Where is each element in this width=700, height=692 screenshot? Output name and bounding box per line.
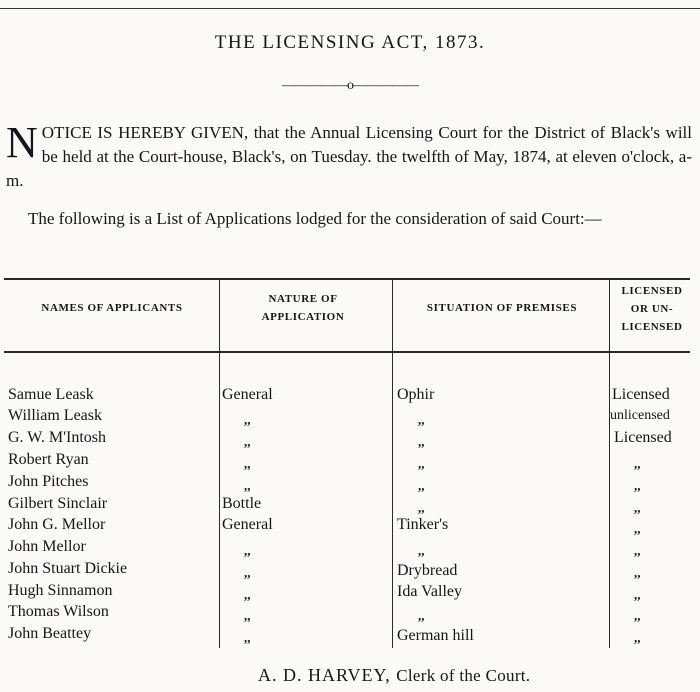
license-status: ,, (634, 587, 641, 602)
license-status: Licensed (614, 429, 672, 446)
application-nature: ,, (244, 412, 251, 427)
premises-situation: German hill (397, 627, 474, 644)
applicant-name: John Mellor (8, 538, 86, 555)
intro-paragraph: The following is a List of Applications lodged for the consideration of said Court:— (28, 209, 602, 228)
column-divider-2 (392, 280, 393, 648)
premises-situation: ,, (418, 608, 425, 623)
page-title: THE LICENSING ACT, 1873. (214, 32, 486, 53)
premises-situation: Ida Valley (397, 583, 463, 600)
application-nature: ,, (244, 587, 251, 602)
table-header-rule (4, 351, 690, 353)
clerk-role: Clerk of the Court. (396, 666, 531, 685)
license-status: ,, (634, 608, 641, 623)
applicant-name: Samue Leask (8, 386, 94, 403)
application-nature: ,, (244, 543, 251, 558)
premises-situation: ,, (418, 543, 425, 558)
license-status: ,, (634, 456, 641, 471)
application-nature: ,, (244, 565, 251, 580)
header-licensed: LICENSED OR UN-LICENSED (621, 285, 683, 333)
premises-situation: ,, (418, 434, 425, 449)
applicant-name: John Pitches (8, 473, 89, 490)
premises-situation: Drybread (397, 562, 458, 579)
application-nature: General (222, 516, 273, 533)
applicant-name: Hugh Sinnamon (8, 582, 113, 599)
applicant-name: John Beattey (8, 625, 92, 642)
applicant-name: Robert Ryan (8, 451, 89, 468)
column-divider-1 (219, 280, 220, 648)
applicant-name: William Leask (8, 407, 102, 424)
application-nature: General (222, 386, 273, 403)
header-nature: NATURE OF APPLICATION (261, 293, 345, 323)
application-nature: ,, (244, 630, 251, 645)
license-status: ,, (634, 478, 641, 493)
application-nature: ,, (244, 608, 251, 623)
applicant-name: Gilbert Sinclair (8, 495, 108, 512)
premises-situation: ,, (418, 456, 425, 471)
premises-situation: Ophir (397, 386, 435, 403)
license-status: ,, (634, 630, 641, 645)
license-status: ,, (634, 521, 641, 536)
clerk-name: A. D. HARVEY, (258, 665, 391, 685)
applicant-name: G. W. M'Intosh (8, 429, 107, 446)
applicant-name: John Stuart Dickie (8, 560, 128, 577)
column-divider-3 (609, 280, 610, 648)
license-status: ,, (634, 565, 641, 580)
license-status: ,, (634, 543, 641, 558)
license-status: ,, (634, 500, 641, 515)
ornament-divider: —————o————— (282, 78, 418, 93)
drop-cap: N (6, 118, 38, 167)
premises-situation: ,, (418, 412, 425, 427)
premises-situation: ,, (418, 500, 425, 515)
table-top-rule (4, 278, 690, 280)
applicant-name: John G. Mellor (8, 516, 106, 533)
header-names: NAMES OF APPLICANTS (41, 302, 183, 314)
license-status: Licensed (612, 386, 670, 403)
license-status: unlicensed (610, 408, 670, 423)
premises-situation: ,, (418, 478, 425, 493)
applicant-name: Thomas Wilson (8, 603, 109, 620)
application-nature: ,, (244, 456, 251, 471)
clerk-signature (258, 665, 530, 686)
application-nature: ,, (244, 434, 251, 449)
header-situation: SITUATION OF PREMISES (426, 302, 578, 314)
premises-situation: Tinker's (397, 516, 449, 533)
top-rule (0, 8, 700, 9)
application-nature: Bottle (222, 495, 262, 512)
notice-body: OTICE IS HEREBY GIVEN, that the Annual Licensing Court for the District of Black's will be held at the Court-house, Black's, on Tuesday. the twelfth of May, 1874, at eleven o'clock, a-m. (6, 123, 692, 190)
notice-paragraph (6, 118, 692, 193)
application-nature: ,, (244, 478, 251, 493)
